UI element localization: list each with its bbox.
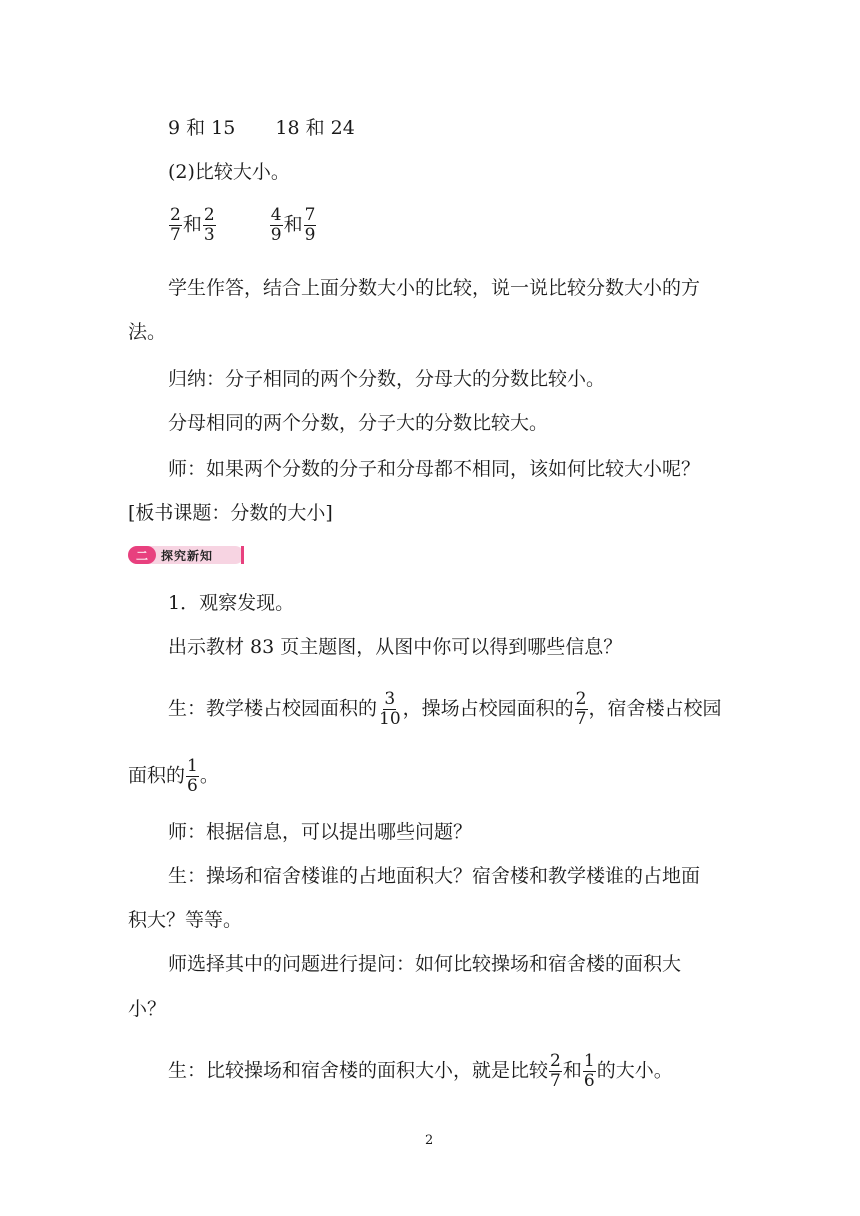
- section-badge: [128, 546, 244, 564]
- paragraph-text: 师：如果两个分数的分子和分母都不相同，该如何比较大小呢？: [168, 458, 701, 480]
- paragraph-text: 1．观察发现。: [168, 592, 295, 614]
- paragraph-text: 师选择其中的问题进行提问：如何比较操场和宿舍楼的面积大: [168, 953, 682, 975]
- paragraph-text: 生：操场和宿舍楼谁的占地面积大？宿舍楼和教学楼谁的占地面: [168, 865, 701, 887]
- line-compare-heading: (2)比较大小。: [168, 161, 290, 183]
- fraction: $\frac{1}{6}$: [583, 1051, 595, 1091]
- fraction: $\frac{3}{10}$: [379, 689, 401, 729]
- paragraph-text: 分母相同的两个分数，分子大的分数比较大。: [168, 412, 549, 434]
- line-fraction-pairs: [168, 206, 317, 245]
- fraction: $\frac{2}{7}$: [575, 689, 587, 729]
- paragraph-text: 生：比较操场和宿舍楼的面积大小，就是比较 $\frac{2}{7}$ 和 $\frac{1}{6}$ 的大小。: [168, 1051, 673, 1091]
- paragraph-text: 积大？等等。: [128, 909, 243, 931]
- fraction: $\frac{1}{6}$: [187, 756, 198, 796]
- paragraph-text: 小？: [128, 998, 167, 1020]
- paragraph-text: 学生作答，结合上面分数大小的比较，说一说比较分数大小的方: [168, 277, 701, 299]
- pair-1: 9 和 15: [168, 117, 236, 139]
- fraction: $\frac{2}{7}$: [170, 205, 181, 245]
- fraction: $\frac{2}{7}$: [550, 1051, 561, 1091]
- connector-text: 和: [182, 213, 202, 236]
- paragraph-text: 归纳：分子相同的两个分数，分母大的分数比较小。: [168, 368, 606, 390]
- paragraph-text: [板书课题：分数的大小]: [128, 502, 333, 524]
- section-title: 探究新知: [161, 548, 214, 563]
- paragraph-text: 法。: [128, 321, 167, 343]
- paragraph-text: 出示教材 83 页主题图，从图中你可以得到哪些信息？: [168, 636, 623, 658]
- line-number-pairs: [168, 116, 355, 140]
- pair-2: 18 和 24: [275, 117, 355, 139]
- fraction: $\frac{7}{9}$: [304, 205, 316, 245]
- paragraph-text: 面积的 $\frac{1}{6}$ 。: [128, 756, 219, 796]
- section-number: 二: [128, 546, 156, 564]
- page-number: 2: [425, 1133, 434, 1148]
- paragraph-text: 生：教学楼占校园面积的 $\frac{3}{10}$ ，操场占校园面积的 $\frac{2}{7}$ ，宿舍楼占校园: [168, 689, 722, 729]
- fraction: $\frac{4}{9}$: [270, 205, 282, 245]
- paragraph-text: 师：根据信息，可以提出哪些问题？: [168, 821, 473, 843]
- fraction: $\frac{2}{3}$: [203, 205, 215, 245]
- connector-text: 和: [283, 213, 303, 236]
- badge-accent-bar: [241, 546, 244, 564]
